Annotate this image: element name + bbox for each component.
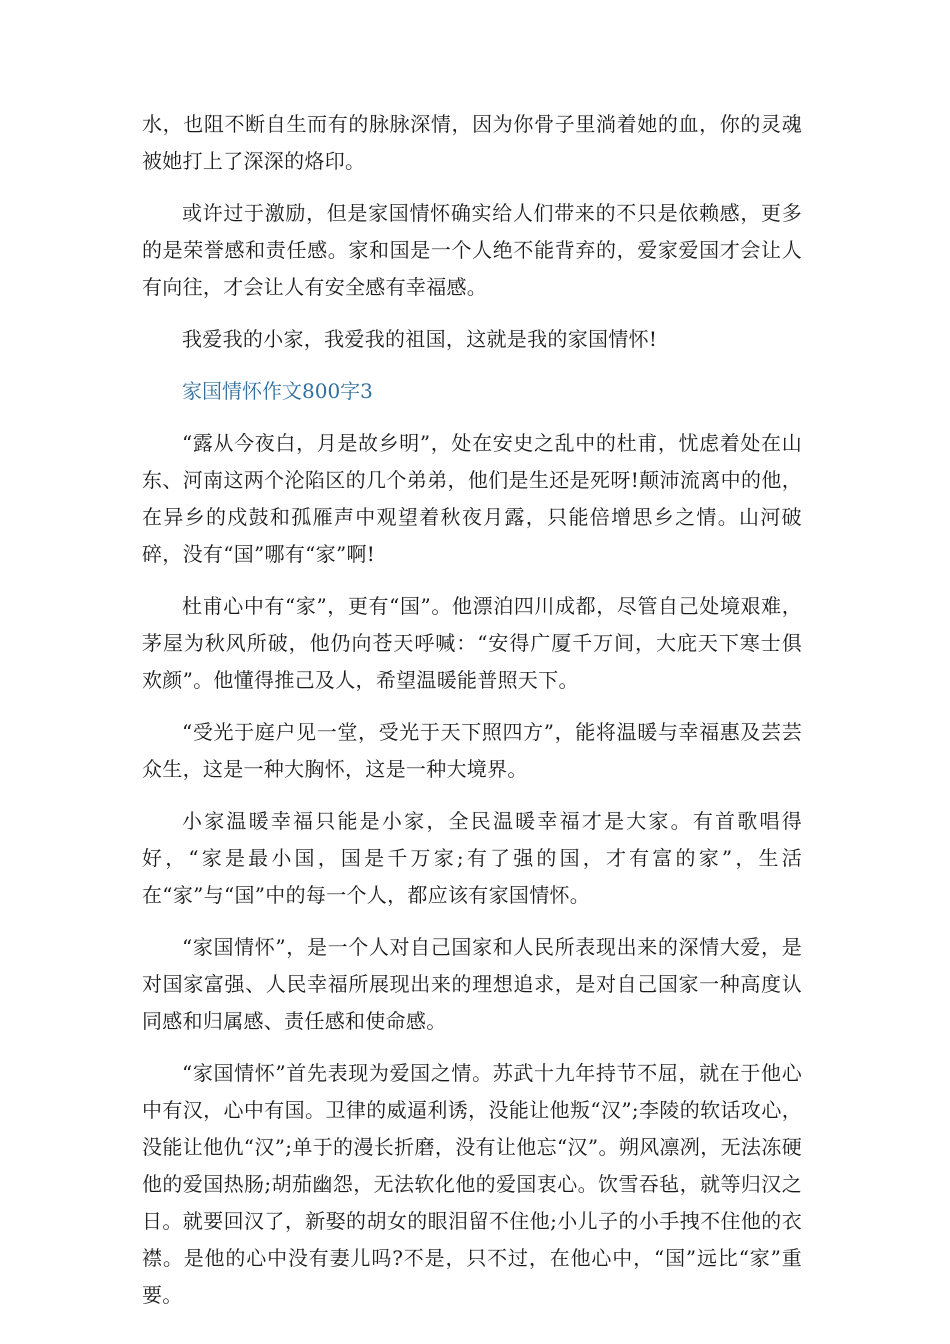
document-body	[142, 106, 802, 1329]
paragraph: “露从今夜白，月是故乡明”，处在安史之乱中的杜甫，忧虑着处在山东、河南这两个沦陷区的几个弟弟，他们是生还是死呀!颠沛流离中的他，在异乡的戍鼓和孤雁声中观望着秋夜月露，只能倍增思乡之情。山河破碎，没有“国”哪有“家”啊!	[142, 431, 802, 566]
paragraph: “家国情怀”首先表现为爱国之情。苏武十九年持节不屈，就在于他心中有汉，心中有国。卫律的威逼利诱，没能让他叛“汉”;李陵的软话攻心，没能让他仇“汉”;单于的漫长折磨，没有让他忘“汉”。朔风凛冽，无法冻硬他的爱国热肠;胡茄幽怨，无法软化他的爱国衷心。饮雪吞毡，就等归汉之日。就要回汉了，新娶的胡女的眼泪留不住他;小儿子的小手拽不住他的衣襟。是他的心中没有妻儿吗?不是，只不过，在他心中，“国”远比“家”重要。	[142, 1061, 802, 1307]
section-heading: 家国情怀作文800字3	[182, 379, 373, 403]
paragraph: 我爱我的小家，我爱我的祖国，这就是我的家国情怀!	[182, 327, 658, 351]
paragraph-continuation: 水，也阻不断自生而有的脉脉深情，因为你骨子里淌着她的血，你的灵魂被她打上了深深的烙印。	[142, 112, 802, 173]
paragraph: 杜甫心中有“家”，更有“国”。他漂泊四川成都，尽管自己处境艰难，茅屋为秋风所破，他仍向苍天呼喊：“安得广厦千万间，大庇天下寒士俱欢颜”。他懂得推己及人，希望温暖能普照天下。	[142, 594, 802, 692]
paragraph: 或许过于激励，但是家国情怀确实给人们带来的不只是依赖感，更多的是荣誉感和责任感。家和国是一个人绝不能背弃的，爱家爱国才会让人有向往，才会让人有安全感有幸福感。	[142, 201, 802, 299]
paragraph: “受光于庭户见一堂，受光于天下照四方”，能将温暖与幸福惠及芸芸众生，这是一种大胸怀，这是一种大境界。	[142, 720, 802, 781]
paragraph: “家国情怀”，是一个人对自己国家和人民所表现出来的深情大爱，是对国家富强、人民幸福所展现出来的理想追求，是对自己国家一种高度认同感和归属感、责任感和使命感。	[142, 935, 802, 1033]
paragraph: 小家温暖幸福只能是小家，全民温暖幸福才是大家。有首歌唱得好，“家是最小国，国是千万家;有了强的国，才有富的家”，生活在“家”与“国”中的每一个人，都应该有家国情怀。	[142, 809, 802, 907]
